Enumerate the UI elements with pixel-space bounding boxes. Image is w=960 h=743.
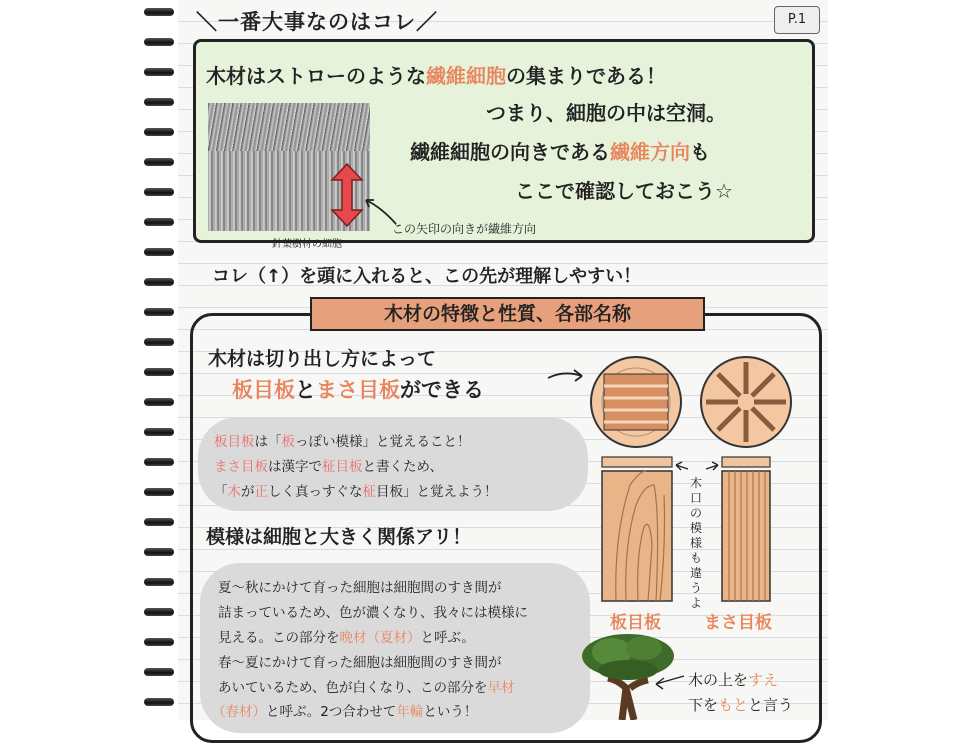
note2-line-5: あいているため、色が白くなり、この部分を早材 [218, 680, 515, 696]
note1-line-1: 板目板は「板っぽい模様」と覚えること！ [214, 434, 471, 450]
cut-line-2: 板目板とまさ目板ができる [232, 378, 484, 402]
itame-plank-illustration [600, 455, 676, 605]
intro-line-4: ここで確認しておこう☆ [515, 179, 733, 203]
intro-line-1: 木材はストローのような繊維細胞の集まりである！ [206, 64, 666, 88]
pattern-heading: 模様は細胞と大きく関係アリ！ [206, 526, 472, 548]
section-title: 木材の特徴と性質、各部名称 [310, 297, 705, 331]
itame-label: 板目板 [610, 613, 661, 633]
tree-line-2: 下をもとと言う [688, 696, 794, 714]
cut-line-1: 木材は切り出し方によって [208, 348, 437, 370]
tree-pointer-arrow-icon [652, 672, 686, 690]
intro-line-3: 繊維細胞の向きである繊維方向も [410, 140, 710, 164]
masame-plank-illustration [720, 455, 774, 605]
note1-line-2: まさ目板は漢字で柾目板と書くため、 [214, 459, 443, 475]
note2-line-3: 見える。この部分を晩材（夏材）と呼ぶ。 [218, 630, 475, 646]
note2-line-2: 詰まっているため、色が濃くなり、我々には模様に [218, 605, 528, 621]
remember-text: コレ（↑）を頭に入れると、この先が理解しやすい！ [212, 266, 642, 287]
end-grain-note: 木口の模様も違うよ [689, 476, 702, 610]
intro-line-2: つまり、細胞の中は空洞。 [486, 101, 726, 125]
photo-caption: 針葉樹材の細胞 [272, 239, 342, 250]
masame-label: まさ目板 [704, 613, 772, 633]
spiral-binding [140, 0, 180, 720]
fiber-direction-arrow-icon [330, 162, 364, 228]
note2-line-6: （春材）と呼ぶ。2つ合わせて年輪という！ [212, 704, 478, 720]
tree-line-1: 木の上をすえ [688, 671, 779, 689]
page-number: P.1 [774, 6, 820, 34]
log-cross-sections-illustration [584, 354, 804, 450]
arrow-caption: この矢印の向きが繊維方向 [392, 222, 537, 236]
note2-line-1: 夏～秋にかけて育った細胞は細胞間のすき間が [218, 580, 502, 596]
page-heading: ＼一番大事なのはコレ／ [196, 10, 438, 34]
to-figure-arrow-icon [546, 364, 586, 386]
note1-line-3: 「木が正しく真っすぐな柾目板」と覚えよう！ [214, 484, 498, 500]
note2-line-4: 春～夏にかけて育った細胞は細胞間のすき間が [218, 655, 502, 671]
